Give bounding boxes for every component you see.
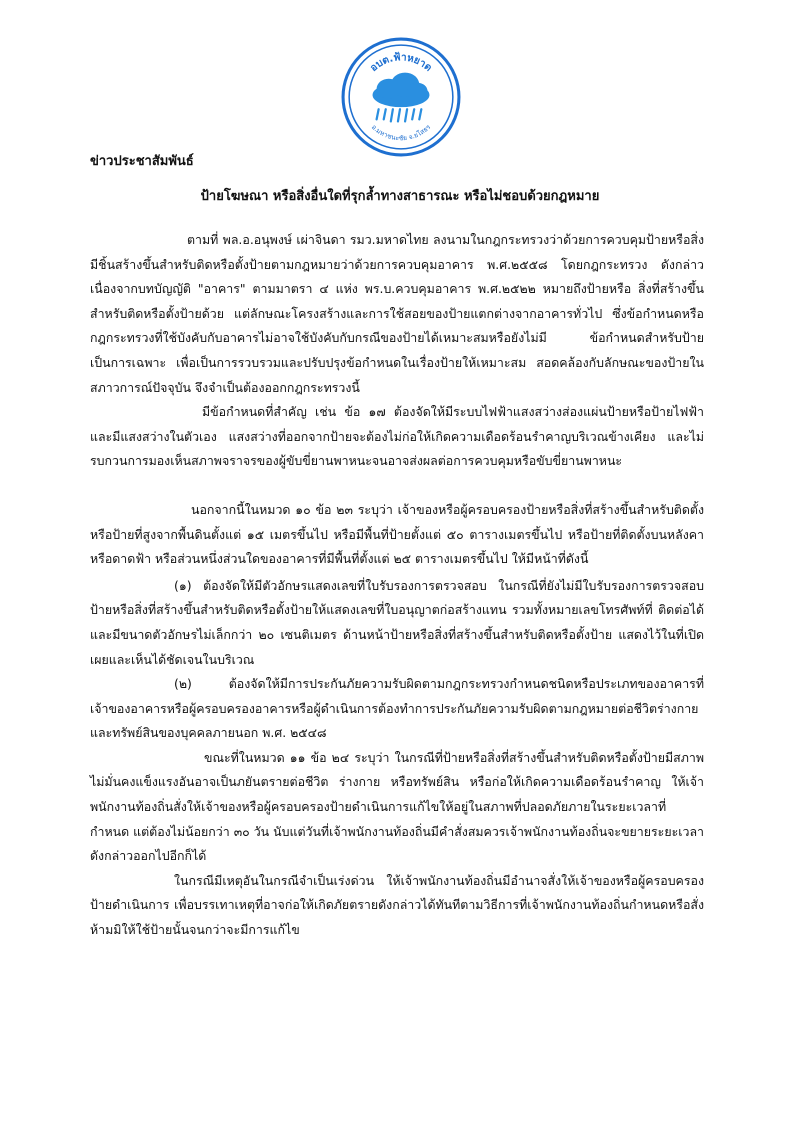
news-title: ป้ายโฆษณา หรือสิ่งอื่นใดที่รุกล้ำทางสาธารณะ หรือไม่ชอบด้วยกฎหมาย	[200, 189, 600, 204]
organization-logo	[340, 36, 462, 158]
paragraph-intro: ตามที่ พล.อ.อนุพงษ์ เผ่าจินดา รมว.มหาดไทย ลงนามในกฎกระทรวงว่าด้วยการควบคุมป้ายหรือสิ่งมีชิ้นสร้างขึ้นสำหรับติดหรือตั้งป้ายตามกฎหมายว่าด้วยการควบคุมอาคาร พ.ศ.๒๕๕๘ โดยกฎกระทรวง ดังกล่าวเนื่องจากบทบัญญัติ "อาคาร" ตามมาตรา ๔ แห่ง พร.บ.ควบคุมอาคาร พ.ศ.๒๕๒๒ หมายถึงป้ายหรือ สิ่งที่สร้างขึ้นสำหรับติดหรือตั้งป้ายด้วย แต่ลักษณะโครงสร้างและการใช้สอยของป้ายแตกต่างจากอาคารทั่วไป ซึ่งข้อกำหนดหรือกฎกระทรวงที่ใช้บังคับกับอาคารไม่อาจใช้บังคับกับกรณีของป้ายได้เหมาะสมหรือยังไม่มี ข้อกำหนดสำหรับป้ายเป็นการเฉพาะ เพื่อเป็นการรวบรวมและปรับปรุงข้อกำหนดในเรื่องป้ายให้เหมาะสม สอดคล้องกับลักษณะของป้ายในสภาวการณ์ปัจจุบัน จึงจำเป็นต้องออกกฎกระทรวงนี้	[90, 232, 704, 395]
article-body	[90, 228, 704, 943]
section-heading: ข่าวประชาสัมพันธ์	[90, 154, 194, 169]
paragraph-chapter-10: นอกจากนี้ในหมวด ๑๐ ข้อ ๒๓ ระบุว่า เจ้าของหรือผู้ครอบครองป้ายหรือสิ่งที่สร้างขึ้นสำหรับติดตั้งหรือป้ายที่สูงจากพื้นดินตั้งแต่ ๑๕ เมตรขึ้นไป หรือมีพื้นที่ป้ายตั้งแต่ ๕๐ ตารางเมตรขึ้นไป หรือป้ายที่ติดตั้งบนหลังคา หรือดาดฟ้า หรือส่วนหนึ่งส่วนใดของอาคารที่มีพื้นที่ตั้งแต่ ๒๕ ตารางเมตรขึ้นไป ให้มีหน้าที่ดังนี้	[90, 501, 704, 567]
logo-top-text: อบต.ฟ้าหยาด	[368, 52, 434, 75]
logo-bottom-text: อ.มหาชนะชัย จ.ยโสธร	[369, 123, 433, 143]
paragraph-urgent-case: ในกรณีมีเหตุอันในกรณีจำเป็นเร่งด่วน ให้เจ้าพนักงานท้องถิ่นมีอำนาจสั่งให้เจ้าของหรือผู้ครอบครองป้ายดำเนินการ เพื่อบรรเทาเหตุที่อาจก่อให้เกิดภัยตรายดังกล่าวได้ทันทีตามวิธีการที่เจ้าพนักงานท้องถิ่นกำหนดหรือสั่งห้ามมิให้ใช้ป้ายนั้นจนกว่าจะมีการแก้ไข	[90, 872, 704, 938]
paragraph-item-1: (๑) ต้องจัดให้มีตัวอักษรแสดงเลขที่ใบรับรองการตรวจสอบ ในกรณีที่ยังไม่มีใบรับรองการตรวจสอบ ป้ายหรือสิ่งที่สร้างขึ้นสำหรับติดหรือตั้งป้ายให้แสดงเลขที่ใบอนุญาตก่อสร้างแทน รวมทั้งหมายเลขโทรศัพท์ที่ ติดต่อได้ และมีขนาดตัวอักษรไม่เล็กกว่า ๒๐ เซนติเมตร ด้านหน้าป้ายหรือสิ่งที่สร้างขึ้นสำหรับติดหรือตั้งป้าย แสดงไว้ในที่เปิดเผยและเห็นได้ชัดเจนในบริเวณ	[90, 577, 704, 667]
paragraph-key-requirement: มีข้อกำหนดที่สำคัญ เช่น ข้อ ๑๗ ต้องจัดให้มีระบบไฟฟ้าแสงสว่างส่องแผ่นป้ายหรือป้ายไฟฟ้าและมีแสงสว่างในตัวเอง แสงสว่างที่ออกจากป้ายจะต้องไม่ก่อให้เกิดความเดือดร้อนรำคาญบริเวณข้างเคียง และไม่รบกวนการมองเห็นสภาพจราจรของผู้ขับขี่ยานพาหนะจนอาจส่งผลต่อการควบคุมหรือขับขี่ยานพาหนะ	[90, 404, 704, 469]
paragraph-chapter-11: ขณะที่ในหมวด ๑๑ ข้อ ๒๔ ระบุว่า ในกรณีที่ป้ายหรือสิ่งที่สร้างขึ้นสำหรับติดหรือตั้งป้ายมีสภาพไม่มั่นคงแข็งแรงอันอาจเป็นภยันตรายต่อชีวิต ร่างกาย หรือทรัพย์สิน หรือก่อให้เกิดความเดือดร้อนรำคาญ ให้เจ้าพนักงานท้องถิ่นสั่งให้เจ้าของหรือผู้ครอบครองป้ายดำเนินการแก้ไขให้อยู่ในสภาพที่ปลอดภัยภายในระยะเวลาที่กำหนด แต่ต้องไม่น้อยกว่า ๓๐ วัน นับแต่วันที่เจ้าพนักงานท้องถิ่นมีคำสั่งสมควรเจ้าพนักงานท้องถิ่นจะขยายระยะเวลาดังกล่าวออกไปอีกก็ได้	[90, 749, 704, 864]
paragraph-item-2: (๒) ต้องจัดให้มีการประกันภัยความรับผิดตามกฎกระทรวงกำหนดชนิดหรือประเภทของอาคารที่เจ้าของอาคารหรือผู้ครอบครองอาคารหรือผู้ดำเนินการต้องทำการประกันภัยความรับผิดตามกฎหมายต่อชีวิตร่างกาย และทรัพย์สินของบุคคลภายนอก พ.ศ. ๒๕๔๘	[90, 676, 704, 741]
